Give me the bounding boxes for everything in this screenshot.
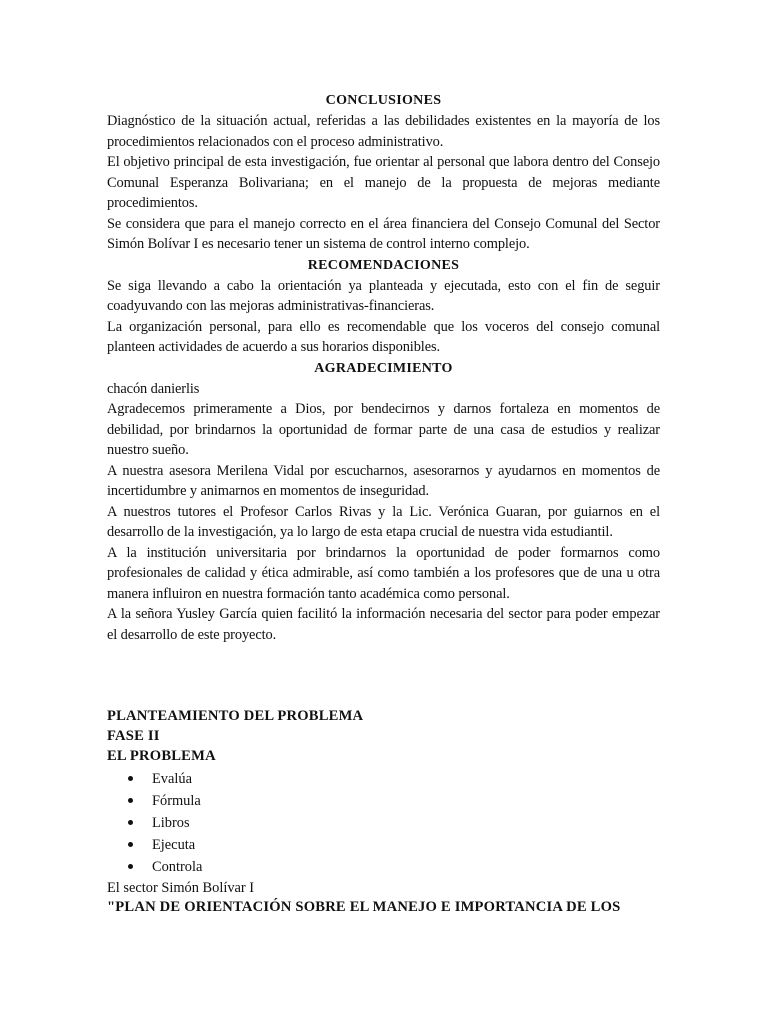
main-text-block — [107, 90, 660, 645]
list-item-label: Controla — [152, 859, 203, 875]
fase-heading: FASE II — [107, 728, 160, 744]
bullet-icon — [128, 842, 133, 847]
bullet-icon — [128, 864, 133, 869]
list-item-label: Evalúa — [152, 771, 192, 787]
list-item-label: Ejecuta — [152, 837, 196, 853]
bullet-icon — [128, 776, 133, 781]
plan-title: "PLAN DE ORIENTACIÓN SOBRE EL MANEJO E IMPORTANCIA DE LOS — [107, 899, 621, 915]
recomendaciones-heading: RECOMENDACIONES — [307, 257, 460, 273]
recomendaciones-paragraph-1: Se siga llevando a cabo la orientación ya planteada y ejecutada, esto con el fin de seguir coadyuvando con las mejoras administrativas-financieras. — [107, 277, 660, 314]
agradecimiento-paragraph-5: A la señora Yusley García quien facilitó la información necesaria del sector para poder empezar el desarrollo de este proyecto. — [107, 606, 660, 643]
agradecimiento-paragraph-4: A la institución universitaria por brindarnos la oportunidad de poder formarnos como profesionales de calidad y ética admirable, así como también a los profesores que de una u otra manera influiron en nuestra formación tanto académica como personal. — [107, 544, 660, 602]
list-item — [128, 790, 667, 812]
agradecimiento-heading: AGRADECIMIENTO — [314, 360, 453, 376]
agradecimiento-paragraph-3: A nuestros tutores el Profesor Carlos Rivas y la Lic. Verónica Guaran, por guiarnos en el desarrollo de la investigación, ya lo largo de esta etapa crucial de nuestra vida estudiantil. — [107, 503, 660, 540]
planteamiento-heading: PLANTEAMIENTO DEL PROBLEMA — [107, 708, 364, 724]
bullet-list — [107, 768, 667, 878]
list-item — [128, 834, 667, 856]
planteamiento-section — [107, 706, 667, 917]
bullet-icon — [128, 798, 133, 803]
conclusiones-paragraph-3: Se considera que para el manejo correcto en el área financiera del Consejo Comunal del Sector Simón Bolívar I es necesario tener un sistema de control interno complejo. — [107, 215, 660, 252]
list-item — [128, 812, 667, 834]
sector-text: El sector Simón Bolívar I — [107, 880, 255, 896]
agradecimiento-paragraph-1: Agradecemos primeramente a Dios, por bendecirnos y darnos fortaleza en momentos de debilidad, por brindarnos la oportunidad de formar parte de una casa de estudios y realizar nuestro sueño. — [107, 401, 660, 458]
agradecimiento-paragraph-2: A nuestra asesora Merilena Vidal por escucharnos, asesorarnos y ayudarnos en momentos de incertidumbre y animarnos en momentos de inseguridad. — [107, 462, 660, 499]
recomendaciones-paragraph-2: La organización personal, para ello es recomendable que los voceros del consejo comunal planteen actividades de acuerdo a sus horarios disponibles. — [107, 318, 660, 355]
list-item-label: Fórmula — [152, 793, 201, 809]
list-item-label: Libros — [152, 815, 190, 831]
agradecimiento-author: chacón danierlis — [107, 380, 200, 397]
list-item — [128, 856, 667, 878]
list-item — [128, 768, 667, 790]
conclusiones-paragraph-2: El objetivo principal de esta investigación, fue orientar al personal que labora dentro del Consejo Comunal Esperanza Bolivariana; en el manejo de la propuesta de mejoras mediante procedimientos. — [107, 154, 660, 211]
bullet-icon — [128, 820, 133, 825]
conclusiones-paragraph-1: Diagnóstico de la situación actual, referidas a las debilidades existentes en la mayoría de los procedimientos relacionados con el proceso administrativo. — [107, 113, 660, 150]
problema-heading: EL PROBLEMA — [107, 748, 216, 764]
conclusiones-heading: CONCLUSIONES — [325, 93, 442, 108]
